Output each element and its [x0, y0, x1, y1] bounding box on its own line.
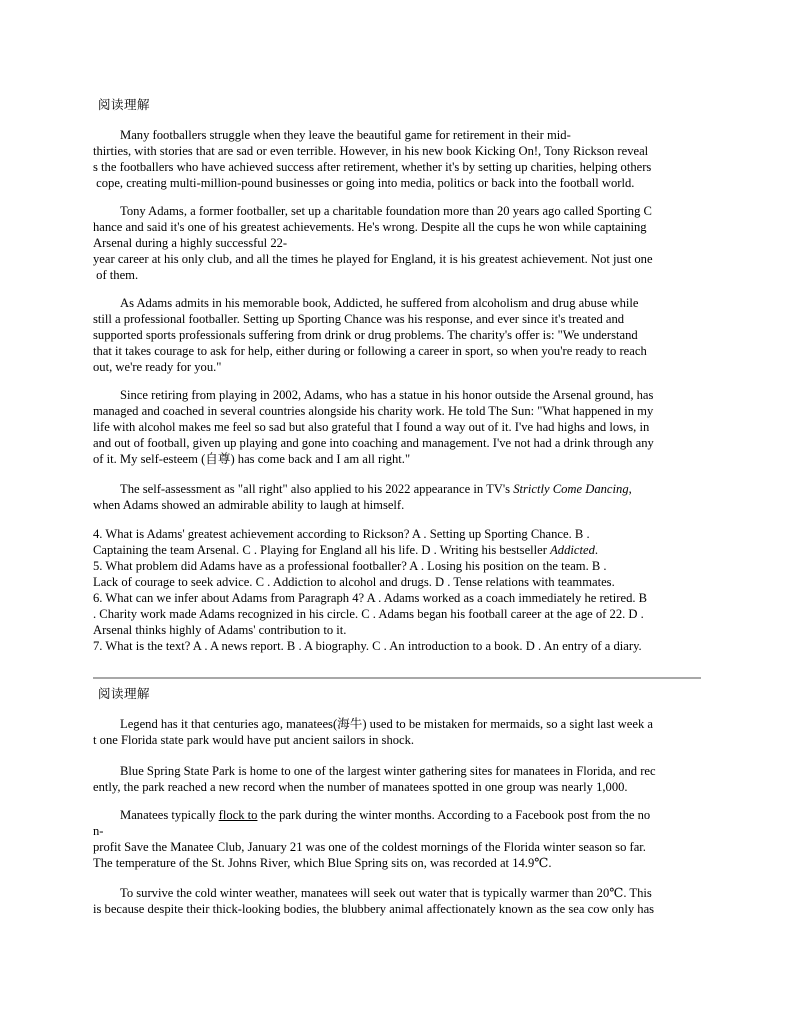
text-line: t one Florida state park would have put ancient sailors in shock.	[93, 733, 415, 747]
text-line: year career at his only club, and all the times he played for England, it is his greatest achievement. Not just one	[93, 252, 653, 266]
text-line: life with alcohol makes me feel so sad but also grateful that I found a way out of it. I've had highs and lows, in	[93, 420, 650, 434]
text-line: still a professional footballer. Setting up Sporting Chance was his response, and ever since it's treated and	[93, 312, 625, 326]
question-line: . Charity work made Adams recognized in his circle. C . Adams began his football career at the age of 22. D .	[93, 607, 644, 621]
text-line: of them.	[93, 268, 139, 282]
text-line: of it. My self-esteem (自尊) has come back and I am all right."	[93, 452, 411, 466]
question-line: 5. What problem did Adams have as a professional footballer? A . Losing his position on the team. B .	[93, 559, 607, 573]
questions-block	[93, 526, 703, 654]
show-title: Strictly Come Dancing	[513, 482, 629, 496]
question-line: 7. What is the text? A . A news report. B . A biography. C . An introduction to a book. D . An entry of a diary.	[93, 639, 642, 653]
text-line: supported sports professionals suffering from drink or drug problems. The charity's offer is: "We understand	[93, 328, 638, 342]
text-line: cope, creating multi-million-pound businesses or going into media, politics or back into the football world.	[93, 176, 635, 190]
paragraph-7	[93, 763, 701, 795]
text-line	[93, 807, 701, 823]
text-line: s the footballers who have achieved success after retirement, whether it's by setting up charities, helping others	[93, 160, 652, 174]
text-line: is because despite their thick-looking bodies, the blubbery animal affectionately known as the sea cow only has	[93, 902, 655, 916]
text-segment: The self-assessment as "all right" also applied to his 2022 appearance in TV's	[120, 482, 514, 496]
underlined-phrase: flock to	[218, 808, 258, 822]
paragraph-3	[93, 295, 701, 375]
question-line: 4. What is Adams' greatest achievement according to Rickson? A . Setting up Sporting Chance. B .	[93, 527, 590, 541]
paragraph-5	[93, 481, 701, 513]
text-line: Many footballers struggle when they leave the beautiful game for retirement in their mid-	[120, 128, 571, 142]
text-line: profit Save the Manatee Club, January 21 was one of the coldest mornings of the Florida winter season so far.	[93, 840, 646, 854]
section-heading: 阅读理解	[98, 97, 151, 112]
text-line: The temperature of the St. Johns River, which Blue Spring sits on, was recorded at 14.9℃.	[93, 856, 552, 870]
text-line: Blue Spring State Park is home to one of the largest winter gathering sites for manatees in Florida, and rec	[120, 764, 656, 778]
text-line: Since retiring from playing in 2002, Adams, who has a statue in his honor outside the Arsenal ground, has	[120, 388, 654, 402]
text-line: n-	[93, 824, 104, 838]
paragraph-4	[93, 387, 701, 467]
question-line: Arsenal thinks highly of Adams' contribution to it.	[93, 623, 347, 637]
text-line: To survive the cold winter weather, manatees will seek out water that is typically warmer than 20℃. This	[120, 886, 652, 900]
question-line: Lack of courage to seek advice. C . Addiction to alcohol and drugs. D . Tense relations with teammates.	[93, 575, 615, 589]
paragraph-2	[93, 203, 701, 283]
text-line: that it takes courage to ask for help, either during or following a career in sport, so when you're ready to reach	[93, 344, 647, 358]
section-heading: 阅读理解	[98, 686, 151, 701]
text-line: Legend has it that centuries ago, manatees(海牛) used to be mistaken for mermaids, so a sight last week a	[120, 717, 653, 731]
text-segment: .	[594, 543, 599, 557]
paragraph-8	[93, 807, 701, 871]
text-line: out, we're ready for you."	[93, 360, 222, 374]
text-line: As Adams admits in his memorable book, Addicted, he suffered from alcoholism and drug abuse while	[120, 296, 639, 310]
text-line: Tony Adams, a former footballer, set up a charitable foundation more than 20 years ago called Sporting C	[120, 204, 652, 218]
text-line: managed and coached in several countries alongside his charity work. He told The Sun: "What happened in my	[93, 404, 654, 418]
text-line: when Adams showed an admirable ability to laugh at himself.	[93, 498, 405, 512]
text-segment: the park during the winter months. According to a Facebook post from the no	[257, 808, 651, 822]
text-segment: Captaining the team Arsenal. C . Playing for England all his life. D . Writing his bestseller	[93, 543, 551, 557]
book-title: Addicted	[550, 543, 595, 557]
paragraph-6	[93, 716, 701, 748]
question-line: 6. What can we infer about Adams from Paragraph 4? A . Adams worked as a coach immediately he retired. B	[93, 591, 648, 605]
question-line	[93, 542, 703, 558]
paragraph-1	[93, 127, 701, 191]
text-segment: Manatees typically	[120, 808, 219, 822]
paragraph-9	[93, 885, 701, 917]
text-line	[93, 481, 701, 497]
section-divider	[93, 677, 701, 679]
text-line: hance and said it's one of his greatest achievements. He's wrong. Despite all the cups he won while captaining	[93, 220, 647, 234]
text-line: Arsenal during a highly successful 22-	[93, 236, 288, 250]
text-line: thirties, with stories that are sad or even terrible. However, in his new book Kicking On!, Tony Rickson reveal	[93, 144, 649, 158]
text-segment: ,	[628, 482, 632, 496]
text-line: ently, the park reached a new record when the number of manatees spotted in one group was nearly 1,000.	[93, 780, 628, 794]
text-line: and out of football, given up playing and gone into coaching and management. I've not had a drink through any	[93, 436, 654, 450]
